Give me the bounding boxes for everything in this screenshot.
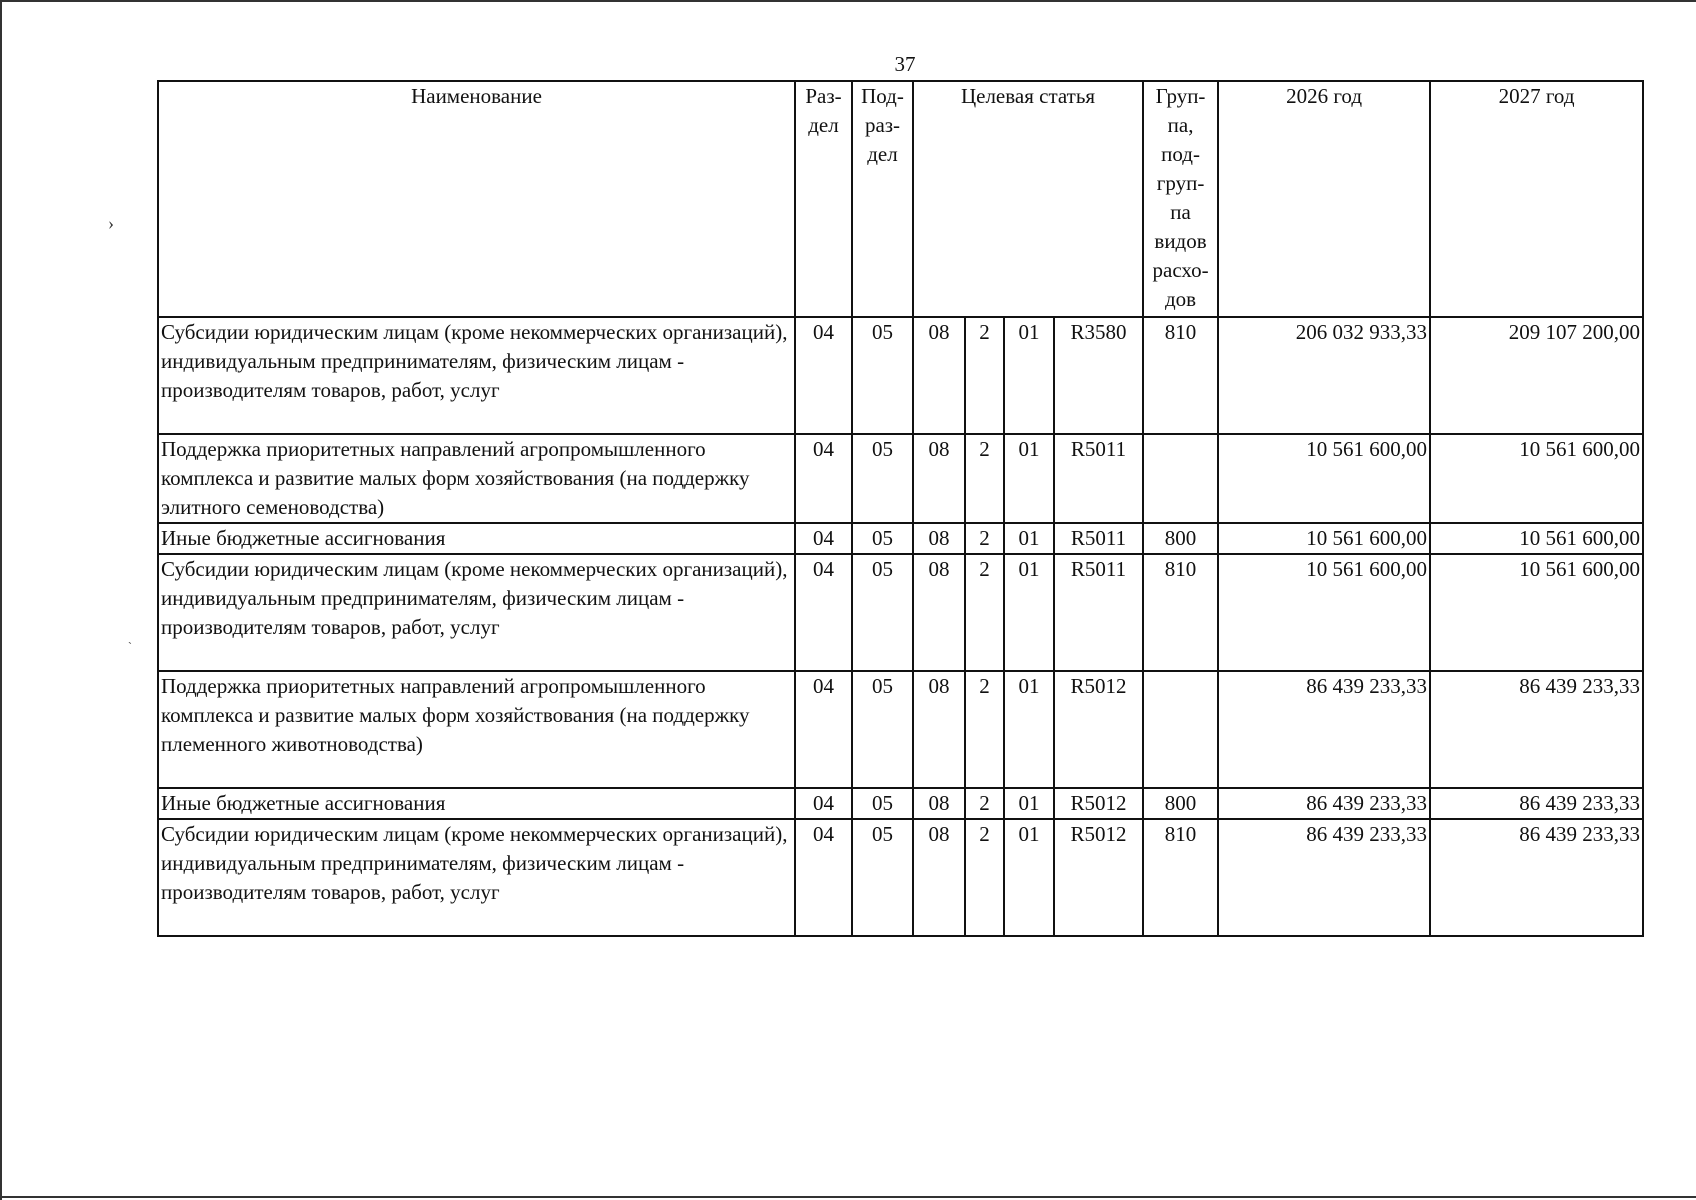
- row-amount-2026: 86 439 233,33: [1218, 819, 1430, 936]
- row-podrazdel: 05: [852, 434, 913, 523]
- row-razdel: 04: [795, 554, 852, 671]
- row-cs-program: 08: [913, 788, 965, 819]
- dot-mark: ˴: [128, 634, 132, 648]
- row-cs-direction: R5011: [1054, 434, 1143, 523]
- page-number: 37: [894, 52, 916, 76]
- row-amount-2027: 10 561 600,00: [1430, 523, 1643, 554]
- row-cs-program: 08: [913, 554, 965, 671]
- row-amount-2026: 10 561 600,00: [1218, 434, 1430, 523]
- comma-mark: ›: [108, 213, 114, 233]
- row-cs-subprogram: 01: [1004, 554, 1054, 671]
- page-border-top: [0, 0, 1696, 2]
- row-razdel: 04: [795, 671, 852, 788]
- row-razdel: 04: [795, 788, 852, 819]
- row-name: Поддержка приоритетных направлений агропромышленного комплекса и развитие малых форм хозяйствования (на поддержку элитного семеноводства): [158, 434, 795, 523]
- table-row: [158, 523, 1643, 554]
- table-row: [158, 317, 1643, 434]
- page-border-bottom: [0, 1196, 1696, 1198]
- table-header-row: [158, 81, 1643, 317]
- header-year-2026: 2026 год: [1218, 81, 1430, 317]
- row-amount-2027: 86 439 233,33: [1430, 671, 1643, 788]
- row-name: Поддержка приоритетных направлений агропромышленного комплекса и развитие малых форм хозяйствования (на поддержку племенного животноводства): [158, 671, 795, 788]
- row-podrazdel: 05: [852, 671, 913, 788]
- row-podrazdel: 05: [852, 554, 913, 671]
- row-amount-2026: 206 032 933,33: [1218, 317, 1430, 434]
- row-amount-2026: 10 561 600,00: [1218, 554, 1430, 671]
- row-vid-rashodov: 810: [1143, 317, 1218, 434]
- row-cs-subprogram: 01: [1004, 819, 1054, 936]
- table-row: [158, 788, 1643, 819]
- row-vid-rashodov: [1143, 434, 1218, 523]
- row-amount-2027: 10 561 600,00: [1430, 554, 1643, 671]
- budget-table: [157, 80, 1644, 937]
- row-amount-2027: 86 439 233,33: [1430, 819, 1643, 936]
- row-cs-subprogram: 01: [1004, 788, 1054, 819]
- table-row: [158, 819, 1643, 936]
- row-amount-2027: 209 107 200,00: [1430, 317, 1643, 434]
- row-podrazdel: 05: [852, 523, 913, 554]
- row-cs-direction: R5011: [1054, 523, 1143, 554]
- row-cs-program: 08: [913, 434, 965, 523]
- row-podrazdel: 05: [852, 788, 913, 819]
- row-cs-type: 2: [965, 317, 1004, 434]
- row-cs-direction: R5011: [1054, 554, 1143, 671]
- row-amount-2026: 86 439 233,33: [1218, 788, 1430, 819]
- row-cs-program: 08: [913, 671, 965, 788]
- row-cs-program: 08: [913, 819, 965, 936]
- row-name: Субсидии юридическим лицам (кроме некоммерческих организаций), индивидуальным предпринимателям, физическим лицам - производителям товаров, работ, услуг: [158, 819, 795, 936]
- row-name: Иные бюджетные ассигнования: [158, 523, 795, 554]
- row-name: Иные бюджетные ассигнования: [158, 788, 795, 819]
- row-cs-type: 2: [965, 788, 1004, 819]
- row-name: Субсидии юридическим лицам (кроме некоммерческих организаций), индивидуальным предпринимателям, физическим лицам - производителям товаров, работ, услуг: [158, 317, 795, 434]
- row-cs-direction: R5012: [1054, 671, 1143, 788]
- row-vid-rashodov: 810: [1143, 554, 1218, 671]
- row-cs-direction: R5012: [1054, 788, 1143, 819]
- row-vid-rashodov: [1143, 671, 1218, 788]
- header-celevaya-statya: Целевая статья: [913, 81, 1143, 317]
- row-razdel: 04: [795, 819, 852, 936]
- table-row: [158, 554, 1643, 671]
- row-amount-2027: 86 439 233,33: [1430, 788, 1643, 819]
- row-amount-2027: 10 561 600,00: [1430, 434, 1643, 523]
- row-cs-type: 2: [965, 434, 1004, 523]
- row-cs-direction: R3580: [1054, 317, 1143, 434]
- row-amount-2026: 10 561 600,00: [1218, 523, 1430, 554]
- header-gruppa-vidov-rashodov: Груп- па, под- груп- па видов расхо- дов: [1143, 81, 1218, 317]
- row-cs-type: 2: [965, 554, 1004, 671]
- header-razdel: Раз- дел: [795, 81, 852, 317]
- page-border-left: [0, 0, 2, 1200]
- header-name: Наименование: [158, 81, 795, 317]
- row-razdel: 04: [795, 317, 852, 434]
- row-cs-direction: R5012: [1054, 819, 1143, 936]
- row-cs-program: 08: [913, 523, 965, 554]
- table-row: [158, 671, 1643, 788]
- row-podrazdel: 05: [852, 819, 913, 936]
- row-razdel: 04: [795, 523, 852, 554]
- row-cs-type: 2: [965, 819, 1004, 936]
- row-name: Субсидии юридическим лицам (кроме некоммерческих организаций), индивидуальным предпринимателям, физическим лицам - производителям товаров, работ, услуг: [158, 554, 795, 671]
- header-podrazdel: Под- раз- дел: [852, 81, 913, 317]
- row-amount-2026: 86 439 233,33: [1218, 671, 1430, 788]
- header-year-2027: 2027 год: [1430, 81, 1643, 317]
- table-row: [158, 434, 1643, 523]
- row-cs-type: 2: [965, 671, 1004, 788]
- row-cs-subprogram: 01: [1004, 671, 1054, 788]
- row-cs-type: 2: [965, 523, 1004, 554]
- row-vid-rashodov: 800: [1143, 523, 1218, 554]
- row-podrazdel: 05: [852, 317, 913, 434]
- row-razdel: 04: [795, 434, 852, 523]
- row-cs-subprogram: 01: [1004, 317, 1054, 434]
- row-cs-program: 08: [913, 317, 965, 434]
- row-cs-subprogram: 01: [1004, 434, 1054, 523]
- row-vid-rashodov: 810: [1143, 819, 1218, 936]
- row-cs-subprogram: 01: [1004, 523, 1054, 554]
- row-vid-rashodov: 800: [1143, 788, 1218, 819]
